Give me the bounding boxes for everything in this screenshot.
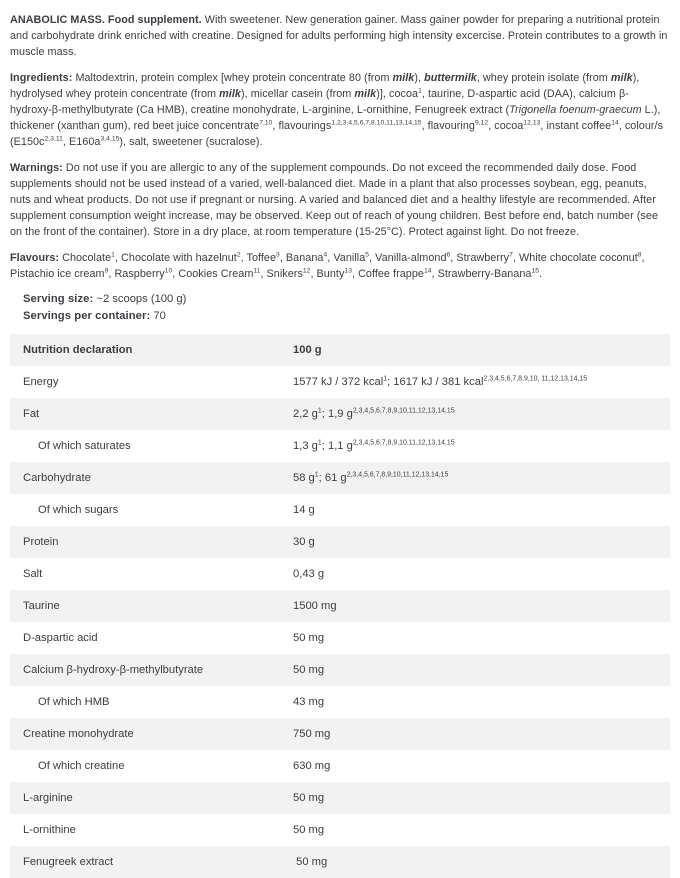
- nutrition-table-header-row: [10, 334, 670, 366]
- nutrition-table-row: [10, 622, 670, 654]
- serving-size-value: ~2 scoops (100 g): [93, 293, 187, 306]
- nutrient-value: 30 g: [293, 535, 315, 548]
- nutrient-name: L-arginine: [23, 791, 73, 804]
- nutrient-value: 0,43 g: [293, 567, 325, 580]
- nutrition-table-row: [10, 718, 670, 750]
- nutrition-table-row: [10, 430, 670, 462]
- nutrient-value: 14 g: [293, 503, 315, 516]
- ingredients-paragraph: Ingredients: Maltodextrin, protein complex [whey protein concentrate 80 (from milk), buttermilk, whey protein isolate (from milk), hydrolysed whey protein concentrate (from milk), micellar casein (from milk)], cocoa$^1$, taurine, D-aspartic acid (DAA), calcium β-hydroxy-β-methylbutyrate (Ca HMB), creatine monohydrate, L-arginine, L-ornithine, Fenugreek extract (Trigonella foenum-graecum L.), thickener (xanthan gum), red beet juice concentrate$^{7,10}$, flavourings$^{1,2,3,4,5,6,7,8,10,11,13,14,15}$, flavouring$^{9,12}$, cocoa$^{12,13}$, instant coffee$^{14}$, colour/s ($E150c^{2,3,11}$, $E160a^{3,4,15}$), salt, sweetener (sucralose).: [10, 71, 664, 149]
- nutrition-table-header-value: 100 g: [293, 343, 322, 356]
- flavours-paragraph: Flavours: Chocolate$^1$, Chocolate with hazelnut$^2$, Toffee$^3$, Banana$^4$, Vanilla$^5$, Vanilla-almond$^6$, Strawberry$^7$, White chocolate coconut$^8$, Pistachio ice cream$^9$, Raspberry$^{10}$, Cookies Cream$^{11}$, Snikers$^{12}$, Bunty$^{13}$, Coffee frappe$^{14}$, Strawberry-Banana$^{15}$.: [10, 251, 645, 280]
- nutrient-value: 1500 mg: [293, 599, 337, 612]
- nutrition-table-row: [10, 814, 670, 846]
- nutrition-table-row: [10, 654, 670, 686]
- nutrient-name: Energy: [23, 375, 59, 388]
- nutrient-value: 50 mg: [293, 631, 325, 644]
- servings-per-container-value: 70: [150, 309, 166, 322]
- servings-per-container-line: [23, 308, 670, 325]
- nutrient-value: 43 mg: [293, 695, 325, 708]
- nutrition-table-row: [10, 558, 670, 590]
- nutrient-name: Of which saturates: [38, 439, 131, 452]
- nutrient-value: 1,3 $g^1$; 1,1 $g^{2,3,4,5,6,7,8,9,10,11,12,13,14,15}$: [293, 438, 455, 452]
- nutrient-name: Taurine: [23, 599, 60, 612]
- serving-size-line: [23, 291, 670, 308]
- servings-per-container-label: Servings per container:: [23, 309, 151, 322]
- serving-info: [23, 291, 670, 325]
- intro-paragraph: ANABOLIC MASS. Food supplement. With sweetener. New generation gainer. Mass gainer powder for preparing a nutritional protein and carbohydrate drink enriched with creatine. Designed for adults performing high intensity excercise. Protein contributes to a growth in muscle mass.: [10, 14, 668, 59]
- nutrient-name: Of which HMB: [38, 695, 110, 708]
- nutrient-value: 50 mg: [293, 855, 328, 868]
- nutrition-table-row: [10, 494, 670, 526]
- nutrition-table: [10, 334, 670, 878]
- nutrient-name: Of which sugars: [38, 503, 119, 516]
- nutrient-name: Carbohydrate: [23, 471, 91, 484]
- nutrient-name: Salt: [23, 567, 43, 580]
- nutrient-value: 630 mg: [293, 759, 331, 772]
- nutrition-table-row: [10, 782, 670, 814]
- nutrient-value: 50 mg: [293, 791, 325, 804]
- nutrition-table-row: [10, 526, 670, 558]
- nutrient-name: Fenugreek extract: [23, 855, 114, 868]
- nutrient-name: Creatine monohydrate: [23, 727, 134, 740]
- nutrition-table-header-name: Nutrition declaration: [23, 343, 133, 356]
- nutrient-name: Fat: [23, 407, 40, 420]
- nutrition-table-row: [10, 750, 670, 782]
- nutrition-table-row: [10, 846, 670, 878]
- nutrient-value: 1577 kJ / 372 kcal$^1$; 1617 kJ / 381 kcal$^{2,3,4,5,6,7,8,9,10, 11,12,13,14,15}$: [293, 374, 588, 388]
- nutrient-value: 58 $g^1$; 61 $g^{2,3,4,5,6,7,8,9,10,11,12,13,14,15}$: [293, 470, 449, 484]
- nutrient-value: 50 mg: [293, 663, 325, 676]
- nutrition-table-row: [10, 366, 670, 398]
- nutrition-table-row: [10, 462, 670, 494]
- nutrition-table-row: [10, 686, 670, 718]
- nutrient-name: Of which creatine: [38, 759, 125, 772]
- nutrition-table-row: [10, 398, 670, 430]
- nutrition-table-row: [10, 590, 670, 622]
- nutrient-name: D-aspartic acid: [23, 631, 98, 644]
- nutrient-value: 50 mg: [293, 823, 325, 836]
- nutrient-name: Calcium β-hydroxy-β-methylbutyrate: [23, 663, 204, 676]
- serving-size-label: Serving size:: [23, 293, 94, 306]
- nutrient-name: Protein: [23, 535, 59, 548]
- nutrient-value: 750 mg: [293, 727, 331, 740]
- nutrient-name: L-ornithine: [23, 823, 76, 836]
- nutrient-value: 2,2 $g^1$; 1,9 $g^{2,3,4,5,6,7,8,9,10,11,12,13,14,15}$: [293, 406, 455, 420]
- warnings-paragraph: Warnings: Do not use if you are allergic to any of the supplement compounds. Do not exceed the recommended daily dose. Food supplements should not be used instead of a varied, well-balanced diet. Made in a plant that also processes soybean, egg, peanuts, nuts and wheat products. Do not use if pregnant or nursing. A varied and balanced diet and a healthy lifestyle are recommended. After supplement consumption weight increase, may be observed. Keep out of reach of young children. Best before end, batch number (see on the front of the container). Store in a dry place, at room temperature (15-25°C). Protect against light. Do not freeze.: [10, 161, 658, 239]
